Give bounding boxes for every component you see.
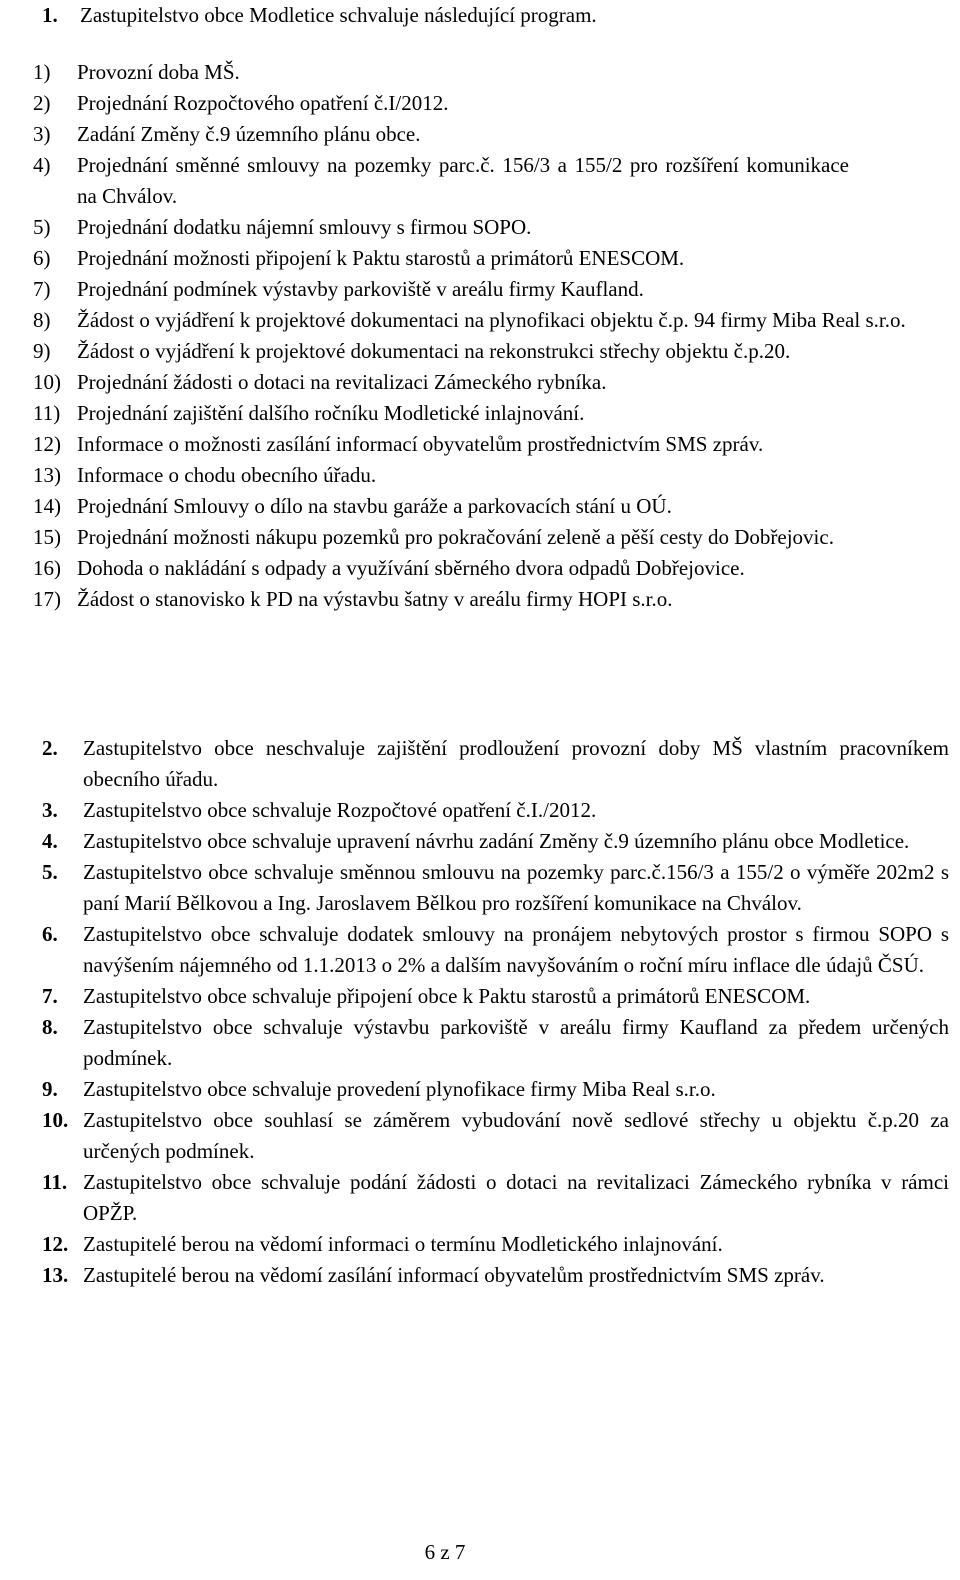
program-item: [33, 584, 949, 615]
resolution-number: 1.: [42, 3, 58, 27]
resolution-number: 13.: [42, 1263, 69, 1287]
program-item-text: Projednání dodatku nájemní smlouvy s firmou SOPO.: [77, 215, 532, 239]
program-item-number: 8): [33, 308, 51, 332]
resolution-text: Zastupitelstvo obce souhlasí se záměrem vybudování nově sedlové střechy u objektu č.p.20 za určených podmínek.: [83, 1108, 949, 1163]
resolution-item: [42, 733, 949, 795]
resolution-1: [42, 0, 942, 30]
program-item-number: 13): [33, 463, 61, 487]
program-item: [33, 491, 949, 522]
program-item-text: Projednání zajištění dalšího ročníku Modletické inlajnování.: [77, 401, 585, 425]
program-item-number: 9): [33, 339, 51, 363]
resolution-item: [42, 1260, 949, 1291]
program-item: [33, 367, 949, 398]
resolution-text: Zastupitelstvo obce schvaluje směnnou smlouvu na pozemky parc.č.156/3 a 155/2 o výměře 202m2 s paní Marií Bělkovou a Ing. Jaroslavem Bělkou pro rozšíření komunikace na Chválov.: [83, 860, 949, 915]
resolution-text: Zastupitelstvo obce schvaluje výstavbu parkoviště v areálu firmy Kaufland za předem určených podmínek.: [83, 1015, 949, 1070]
resolution-text: Zastupitelé berou na vědomí zasílání informací obyvatelům prostřednictvím SMS zpráv.: [83, 1263, 825, 1287]
program-item: [33, 150, 949, 212]
resolution-text: Zastupitelstvo obce schvaluje podání žádosti o dotaci na revitalizaci Zámeckého rybníka v rámci OPŽP.: [83, 1170, 949, 1225]
resolution-item: [42, 1167, 949, 1229]
program-item: [33, 398, 949, 429]
program-item-number: 7): [33, 277, 51, 301]
resolution-text: Zastupitelstvo obce schvaluje upravení návrhu zadání Změny č.9 územního plánu obce Modletice.: [83, 829, 910, 853]
program-item: [33, 522, 949, 553]
resolution-item: [42, 826, 949, 857]
resolution-text: Zastupitelstvo obce schvaluje dodatek smlouvy na pronájem nebytových prostor s firmou SOPO s navýšením nájemného od 1.1.2013 o 2% a dalším navyšováním o roční míru inflace dle údajů ČSÚ.: [83, 922, 949, 977]
program-item-number: 12): [33, 432, 61, 456]
resolution-number: 7.: [42, 984, 58, 1008]
resolution-text: Zastupitelstvo obce Modletice schvaluje následující program.: [80, 3, 597, 27]
program-item-number: 6): [33, 246, 51, 270]
resolution-text: Zastupitelstvo obce neschvaluje zajištění prodloužení provozní doby MŠ vlastním pracovníkem obecního úřadu.: [83, 736, 949, 791]
resolution-number: 6.: [42, 922, 58, 946]
resolution-item: [42, 1229, 949, 1260]
program-item-text: Dohoda o nakládání s odpady a využívání sběrného dvora odpadů Dobřejovice.: [77, 556, 745, 580]
program-item-text: Projednání Rozpočtového opatření č.I/2012.: [77, 91, 449, 115]
program-item-number: 2): [33, 91, 51, 115]
resolution-number: 9.: [42, 1077, 58, 1101]
program-item: [33, 460, 949, 491]
program-item: [33, 553, 949, 584]
program-item-number: 5): [33, 215, 51, 239]
program-item-number: 11): [33, 401, 61, 425]
program-item-number: 3): [33, 122, 51, 146]
program-item-text: Provozní doba MŠ.: [77, 60, 240, 84]
resolution-text: Zastupitelstvo obce schvaluje připojení obce k Paktu starostů a primátorů ENESCOM.: [83, 984, 811, 1008]
resolution-number: 2.: [42, 736, 58, 760]
program-item-text: Informace o chodu obecního úřadu.: [77, 463, 377, 487]
resolution-item: [42, 795, 949, 826]
resolution-number: 11.: [42, 1170, 68, 1194]
program-item: [33, 274, 949, 305]
program-item-number: 16): [33, 556, 61, 580]
program-item-text: Informace o možnosti zasílání informací obyvatelům prostřednictvím SMS zpráv.: [77, 432, 764, 456]
program-item: [33, 119, 949, 150]
program-item: [33, 429, 949, 460]
program-item: [33, 88, 949, 119]
program-item-text: Žádost o stanovisko k PD na výstavbu šatny v areálu firmy HOPI s.r.o.: [77, 587, 673, 611]
resolution-number: 10.: [42, 1108, 69, 1132]
page-number: 6 z 7: [424, 1540, 466, 1564]
resolution-item: [42, 1105, 949, 1167]
program-list: [33, 57, 949, 615]
resolution-text: Zastupitelstvo obce schvaluje provedení plynofikace firmy Miba Real s.r.o.: [83, 1077, 716, 1101]
program-item-number: 15): [33, 525, 61, 549]
program-item-number: 1): [33, 60, 51, 84]
program-item-text: Projednání žádosti o dotaci na revitalizaci Zámeckého rybníka.: [77, 370, 607, 394]
program-item-text: Projednání podmínek výstavby parkoviště v areálu firmy Kaufland.: [77, 277, 644, 301]
resolution-item: [42, 857, 949, 919]
resolution-item: [42, 1012, 949, 1074]
program-item-text: Projednání možnosti připojení k Paktu starostů a primátorů ENESCOM.: [77, 246, 685, 270]
resolutions-list: [42, 733, 949, 1291]
program-item-text: Projednání možnosti nákupu pozemků pro pokračování zeleně a pěší cesty do Dobřejovic.: [77, 525, 834, 549]
program-item: [33, 243, 949, 274]
program-item: [33, 336, 949, 367]
resolution-number: 12.: [42, 1232, 69, 1256]
resolution-text: Zastupitelé berou na vědomí informaci o termínu Modletického inlajnování.: [83, 1232, 723, 1256]
program-item-number: 4): [33, 153, 51, 177]
resolution-item: [42, 981, 949, 1012]
resolution-number: 5.: [42, 860, 58, 884]
program-item-text: Žádost o vyjádření k projektové dokumentaci na plynofikaci objektu č.p. 94 firmy Miba Real s.r.o.: [77, 308, 906, 332]
resolution-number: 3.: [42, 798, 58, 822]
program-item-number: 14): [33, 494, 61, 518]
resolution-item: [42, 919, 949, 981]
program-item-number: 17): [33, 587, 61, 611]
program-item-number: 10): [33, 370, 61, 394]
program-item-text: Projednání směnné smlouvy na pozemky parc.č. 156/3 a 155/2 pro rozšíření komunikace na Chválov.: [77, 153, 849, 208]
program-item: [33, 212, 949, 243]
resolution-item: [42, 1074, 949, 1105]
program-item: [33, 305, 949, 336]
program-item-text: Zadání Změny č.9 územního plánu obce.: [77, 122, 421, 146]
program-item-text: Projednání Smlouvy o dílo na stavbu garáže a parkovacích stání u OÚ.: [77, 494, 672, 518]
resolution-number: 8.: [42, 1015, 58, 1039]
program-item-text: Žádost o vyjádření k projektové dokumentaci na rekonstrukci střechy objektu č.p.20.: [77, 339, 791, 363]
resolution-text: Zastupitelstvo obce schvaluje Rozpočtové opatření č.I./2012.: [83, 798, 597, 822]
resolution-number: 4.: [42, 829, 58, 853]
program-item: [33, 57, 949, 88]
